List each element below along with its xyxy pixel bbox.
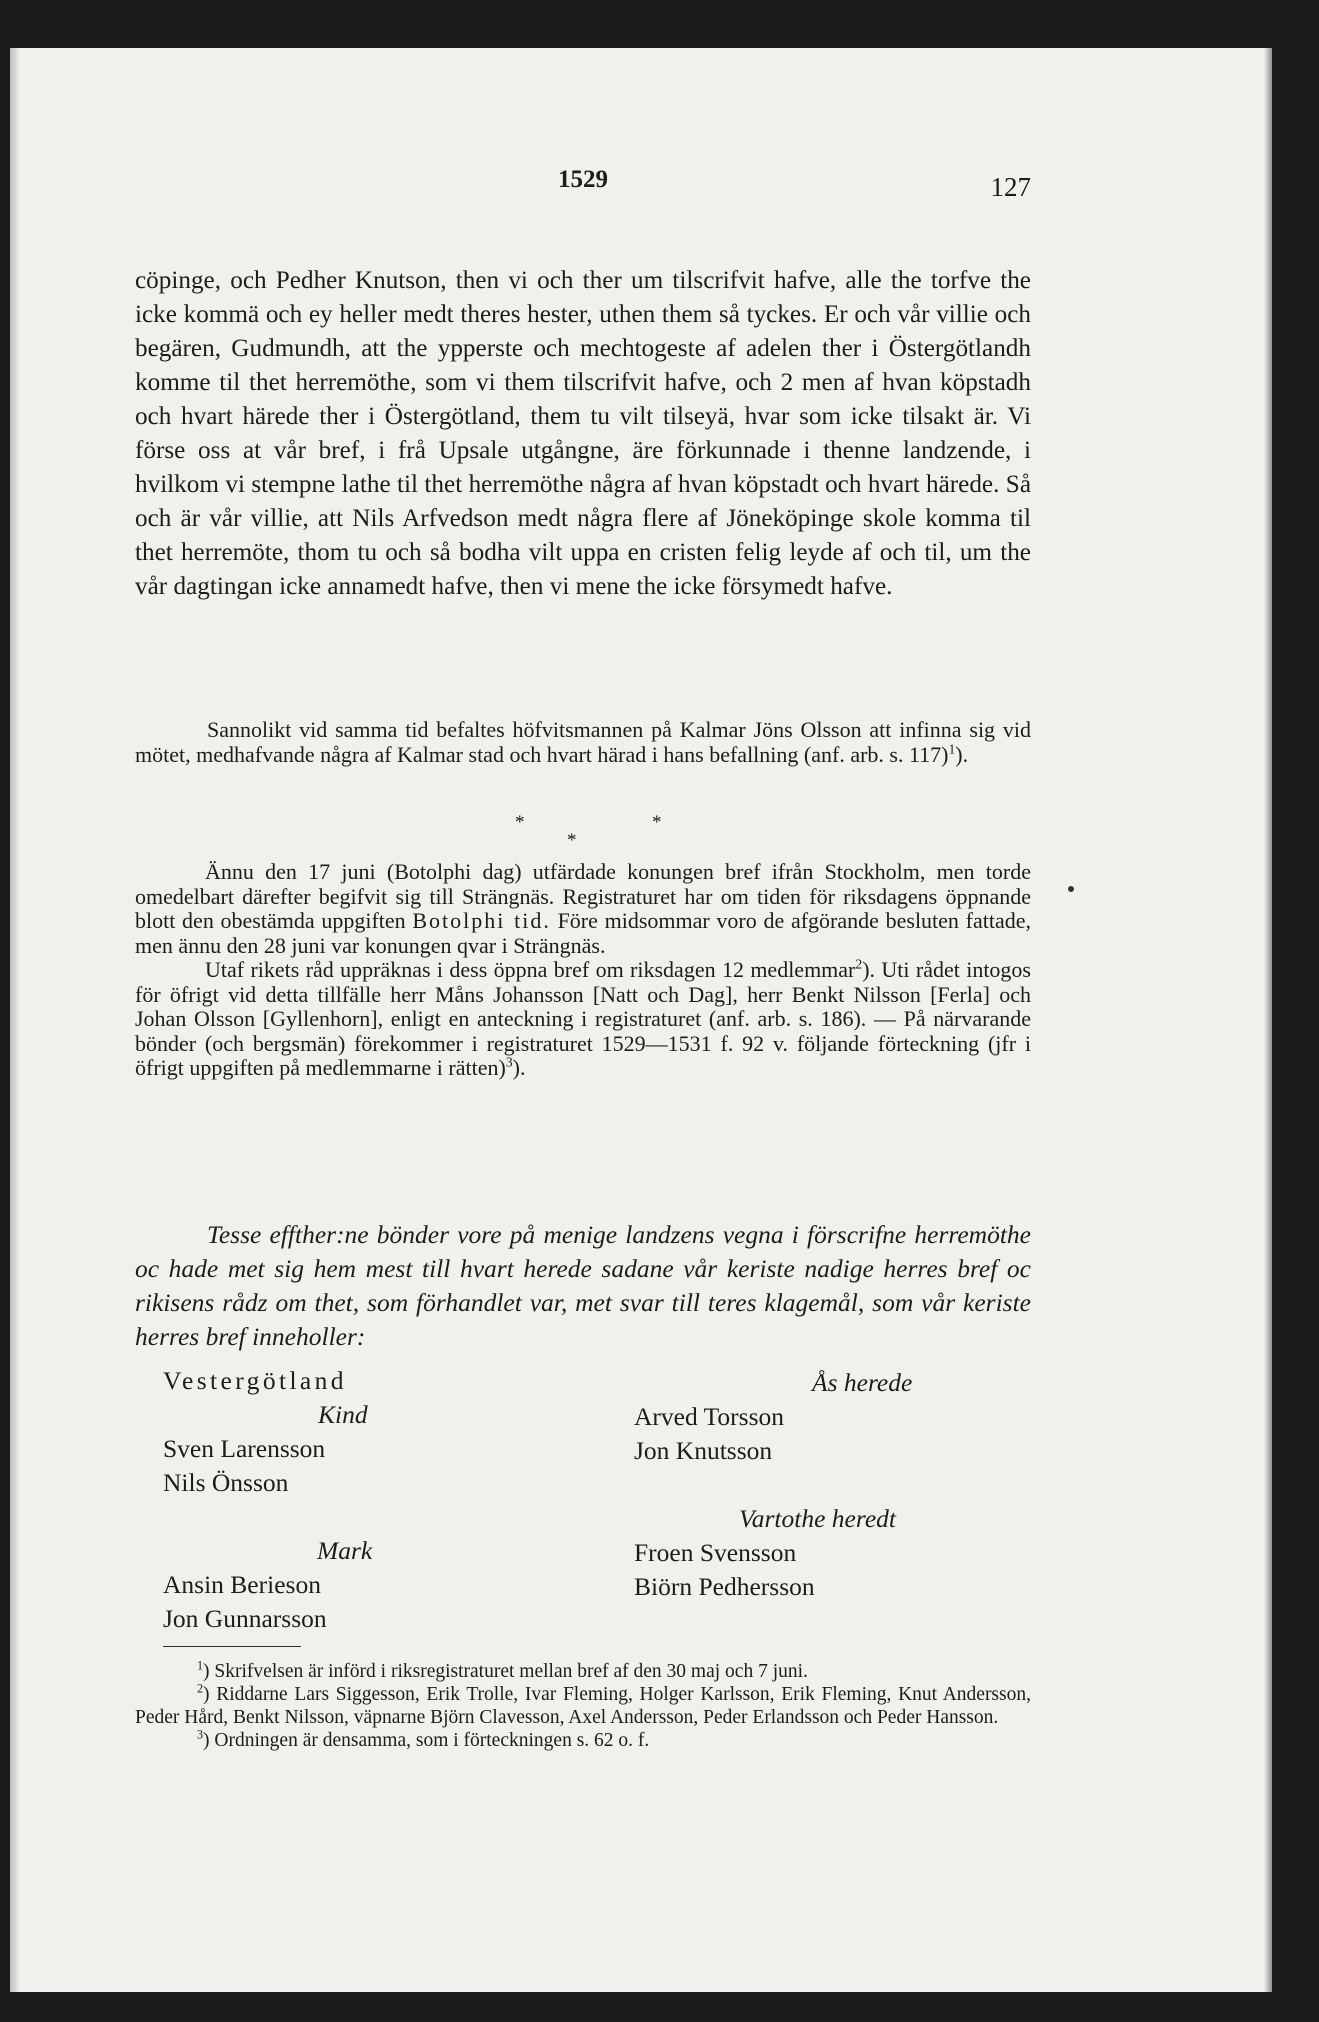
footnote (135, 1729, 1031, 1752)
footnote-text: ) Riddarne Lars Siggesson, Erik Trolle, Ivar Fleming, Holger Karlsson, Erik Fleming, Knut Andersson, Peder Hård, Benkt Nilsson, väpnarne Björn Clavesson, Axel Andersson, Peder Erlandsson och Peder Hansson. (135, 1684, 1031, 1728)
footnote (135, 1660, 1031, 1683)
footnote-text: ) Skrifvelsen är införd i riksregistraturet mellan bref af den 30 maj och 7 juni. (203, 1661, 808, 1682)
separator-star: * (652, 812, 664, 833)
annu-text-a: Ännu den 17 juni (Botolphi dag) utfärdade konungen bref ifrån Stockholm, men torde omedelbart därefter begifvit sig till Strängnäs. Registraturet har om tiden för riksdagens öppnande blott den obestämda uppgiften (135, 859, 1031, 933)
letter-text (135, 264, 1031, 604)
footnote-ref: 3 (505, 1054, 513, 1070)
list-item: Sven Larensson (163, 1434, 326, 1463)
district-heading: Mark (317, 1536, 373, 1565)
footnote-divider (163, 1646, 301, 1647)
header-year: 1529 (558, 166, 608, 193)
footnotes (135, 1660, 1031, 1752)
page-number: 127 (990, 172, 1031, 202)
district-heading: Kind (318, 1400, 368, 1429)
annu-section (135, 860, 1031, 1081)
footnote-text: ) Ordningen är densamma, som i förteckningen s. 62 o. f. (203, 1730, 650, 1751)
footnote-ref: 1 (948, 741, 956, 757)
raad-paragraph (135, 958, 1031, 1081)
annu-text-b: Före midsommar voro de afgörande besluten fattade, men ännu den 28 juni var konungen qvar i Strängnäs. (135, 908, 1031, 958)
list-item: Arved Torsson (634, 1402, 785, 1431)
list-left-column (163, 1364, 523, 1636)
page-header (135, 160, 1031, 200)
separator-star: * (515, 812, 527, 833)
document-excerpt (135, 1218, 1031, 1354)
sannolikt-text: Sannolikt vid samma tid befaltes höfvitsmannen på Kalmar Jöns Olsson att infinna sig vid mötet, medhafvande några af Kalmar stad och hvart härad i hans befallning (anf. arb. s. 117) (135, 717, 1031, 767)
list-item: Biörn Pedhersson (634, 1572, 815, 1601)
sannolikt-paragraph (135, 718, 1031, 767)
list-item: Nils Önsson (163, 1468, 289, 1497)
district-heading: Ås herede (812, 1368, 913, 1397)
raad-text-b: ). Uti rådet intogos för öfrigt vid detta tillfälle herr Måns Johansson [Natt och Dag], herr Benkt Nilsson [Ferla] och Johan Olsson [Gyllenhorn], enligt en anteckning i registraturet (anf. arb. s. 186). — På närvarande bönder (och bergsmän) förekommer i registraturet 1529—1531 f. 92 v. följande förteckning (jfr i öfrigt uppgiften på medlemmarne i rätten) (135, 957, 1031, 1080)
list-item: Ansin Berieson (163, 1570, 321, 1599)
footnote-ref: 2 (855, 956, 863, 972)
book-page (10, 48, 1272, 1992)
region-heading: Vestergötland (163, 1366, 347, 1395)
margin-dot (1068, 886, 1074, 892)
raad-text-c: ). (512, 1055, 526, 1080)
footnote-mark: 3 (197, 1727, 204, 1742)
district-heading: Vartothe heredt (739, 1504, 896, 1533)
excerpt-paragraph: Tesse effther:ne bönder vore på menige landzens vegna i förscrifne herremöthe oc hade met sig hem mest till hvart herede sadane vår keriste nadige herres bref oc rikisens rådz om thet, som förhandlet var, met svar till teres klagemål, som vår keriste herres bref inneholler: (135, 1220, 1031, 1351)
raad-text-a: Utaf rikets råd uppräknas i dess öppna bref om riksdagen 12 medlemmar (205, 957, 856, 982)
footnote-mark: 2 (197, 1681, 204, 1696)
list-item: Jon Knutsson (634, 1436, 773, 1465)
letter-paragraph: cöpinge, och Pedher Knutson, then vi och ther um tilscrifvit hafve, alle the torfve the icke kommä och ey heller medt theres hester, uthen them så tyckes. Er och vår villie och begären, Gudmundh, att the ypperste och mechtogeste af adelen ther i Östergötlandh komme til thet herremöthe, som vi them tilscrifvit hafve, och 2 men af hvan köpstadh och hvart härede ther i Östergötland, them tu vilt tilseyä, hvar som icke tilsakt är. Vi förse oss at vår bref, i frå Upsale utgångne, äre förkunnade i thenne landzende, i hvilkom vi stempne lathe til thet herremöthe några af hvan köpstadt och hvart härede. Så och är vår villie, att Nils Arfvedson medt några flere af Jöneköpinge skole komma til thet herremöte, thom tu och så bodha vilt uppa en cristen felig leyde af och til, um the vår dagtingan icke annamedt hafve, then vi mene the icke försymedt hafve. (135, 267, 1031, 600)
list-item: Froen Svensson (634, 1538, 797, 1567)
sannolikt-end: . (962, 741, 969, 767)
footnote (135, 1683, 1031, 1729)
separator-star: * (567, 830, 579, 851)
annu-paragraph (135, 860, 1031, 958)
list-item: Jon Gunnarsson (163, 1604, 327, 1633)
sannolikt-close: ) (955, 741, 963, 767)
footnote-mark: 1 (197, 1658, 204, 1673)
list-right-column (634, 1366, 1034, 1604)
annu-spaced-text: Botolphi tid. (412, 908, 551, 933)
